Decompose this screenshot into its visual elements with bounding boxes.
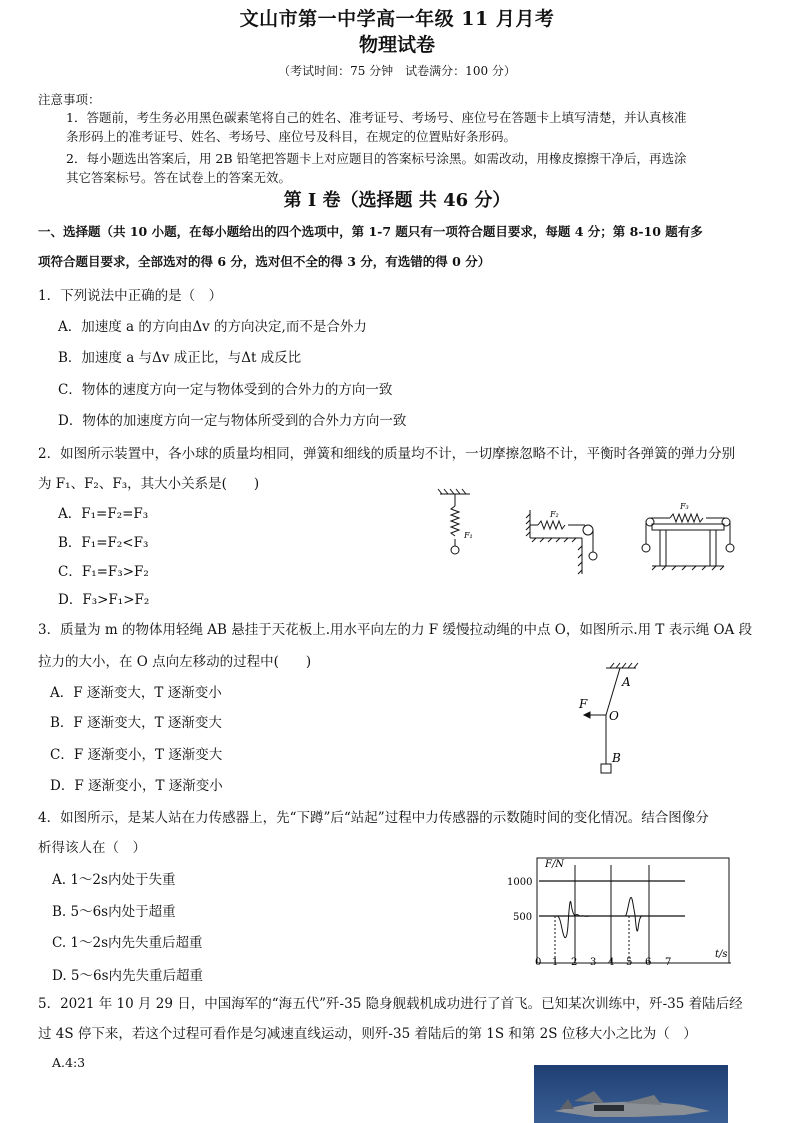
q4-graph-xtick: 6 bbox=[645, 957, 652, 968]
q4-graph-xtick: 1 bbox=[552, 957, 559, 968]
section-title: 第 I 卷（选择题 共 46 分） bbox=[283, 190, 511, 211]
q4-stem-line1: 4．如图所示，是某人站在力传感器上，先“下蹲”后“站起”过程中力传感器的示数随时间的变化情况。结合图像分 bbox=[38, 810, 709, 826]
q2-label-f2: F₂ bbox=[550, 510, 559, 519]
q4-graph-xtick: 0 bbox=[535, 957, 542, 968]
q2-label-f1: F₁ bbox=[464, 531, 473, 540]
q4-graph-xtick: 3 bbox=[590, 957, 597, 968]
q4-graph-xlabel: t/s bbox=[715, 949, 728, 960]
exam-info: （考试时间：75 分钟 试卷满分：100 分） bbox=[278, 64, 516, 78]
q2-option-a: A．F₁=F₂=F₃ bbox=[58, 506, 149, 522]
q3-label-a: A bbox=[622, 675, 631, 689]
q2-device-2 bbox=[526, 510, 597, 574]
q3-stem-line2: 拉力的大小，在 O 点向左移动的过程中( ) bbox=[38, 654, 312, 670]
q3-option-b: B．F 逐渐变大，T 逐渐变大 bbox=[50, 715, 222, 731]
q2-device-1 bbox=[438, 489, 470, 554]
section-instructions-line1: 一、选择题（共 10 小题，在每小题给出的四个选项中，第 1-7 题只有一项符合题目要求，每题 4 分；第 8-10 题有多 bbox=[38, 224, 703, 239]
notice-item1-line1: 1．答题前，考生务必用黑色碳素笔将自己的姓名、准考证号、考场号、座位号在答题卡上填写清楚，并认真核准 bbox=[66, 110, 687, 125]
q4-graph-xtick: 5 bbox=[626, 957, 633, 968]
q4-option-c: C. 1～2s内先失重后超重 bbox=[52, 935, 203, 951]
q4-stem-line2: 析得该人在（ ） bbox=[38, 840, 146, 856]
q4-option-d: D. 5～6s内先失重后超重 bbox=[52, 968, 204, 984]
q4-graph-y500: 500 bbox=[513, 912, 533, 923]
notice-label: 注意事项： bbox=[38, 92, 101, 107]
q4-graph-ylabel: F/N bbox=[545, 859, 565, 870]
notice-item2-line1: 2．每小题选出答案后，用 2B 铅笔把答题卡上对应题目的答案标号涂黑。如需改动，用橡皮擦擦干净后，再选涂 bbox=[66, 151, 687, 166]
q4-force-time-graph bbox=[505, 855, 735, 970]
q3-option-d: D．F 逐渐变小，T 逐渐变小 bbox=[50, 778, 223, 794]
q4-graph-y1000: 1000 bbox=[507, 877, 533, 888]
q2-option-c: C．F₁=F₃>F₂ bbox=[58, 564, 149, 580]
q2-stem-line1: 2．如图所示装置中，各小球的质量均相同，弹簧和细线的质量均不计，一切摩擦忽略不计，平衡时各弹簧的弹力分别 bbox=[38, 446, 736, 462]
q1-option-b: B．加速度 a 与Δv 成正比，与Δt 成反比 bbox=[58, 350, 302, 366]
q4-option-a: A. 1～2s内处于失重 bbox=[52, 872, 176, 888]
q2-option-d: D．F₃>F₁>F₂ bbox=[58, 592, 150, 608]
notice-item2-line2: 其它答案标号。答在试卷上的答案无效。 bbox=[66, 170, 292, 185]
q2-device-3 bbox=[642, 514, 734, 570]
q3-label-b: B bbox=[612, 751, 621, 765]
q2-stem-line2: 为 F₁、F₂、F₃，其大小关系是( ) bbox=[38, 476, 260, 492]
q3-label-o: O bbox=[609, 709, 619, 723]
exam-subject: 物理试卷 bbox=[358, 34, 435, 56]
q4-graph-xtick: 4 bbox=[608, 957, 615, 968]
q3-rope-figure bbox=[570, 660, 650, 780]
q3-option-a: A．F 逐渐变大，T 逐渐变小 bbox=[50, 685, 222, 701]
q1-option-d: D．物体的加速度方向一定与物体所受到的合外力方向一致 bbox=[58, 413, 407, 429]
q2-spring-figure bbox=[430, 488, 740, 578]
q5-stem-line2: 过 4S 停下来，若这个过程可看作是匀减速直线运动，则歼-35 着陆后的第 1S 和第 2S 位移大小之比为（ ） bbox=[38, 1026, 697, 1042]
q5-option-a: A.4:3 bbox=[52, 1055, 86, 1070]
exam-title: 文山市第一中学高一年级 11 月月考 bbox=[239, 8, 555, 30]
q5-stem-line1: 5．2021 年 10 月 29 日，中国海军的“海五代”歼-35 隐身舰载机成功进行了首飞。已知某次训练中，歼-35 着陆后经 bbox=[38, 996, 743, 1012]
q2-option-b: B．F₁=F₂<F₃ bbox=[58, 535, 149, 551]
q3-stem-line1: 3．质量为 m 的物体用轻绳 AB 悬挂于天花板上.用水平向左的力 F 缓慢拉动绳的中点 O，如图所示.用 T 表示绳 OA 段 bbox=[38, 622, 753, 638]
section-instructions-line2: 项符合题目要求，全部选对的得 6 分，选对但不全的得 3 分，有选错的得 0 分） bbox=[38, 254, 491, 269]
q1-option-c: C．物体的速度方向一定与物体受到的合外力的方向一致 bbox=[58, 382, 393, 398]
q4-option-b: B. 5～6s内处于超重 bbox=[52, 904, 176, 920]
q1-stem: 1．下列说法中正确的是（ ） bbox=[38, 288, 223, 304]
q1-option-a: A．加速度 a 的方向由Δv 的方向决定,而不是合外力 bbox=[58, 319, 367, 335]
q3-label-f: F bbox=[579, 697, 588, 711]
notice-item1-line2: 条形码上的准考证号、姓名、考场号、座位号及科目，在规定的位置贴好条形码。 bbox=[66, 129, 517, 144]
q4-graph-xtick: 2 bbox=[571, 957, 578, 968]
q2-label-f3: F₃ bbox=[680, 502, 689, 511]
q5-jet-photo bbox=[534, 1065, 728, 1123]
q3-option-c: C．F 逐渐变小，T 逐渐变大 bbox=[50, 747, 223, 763]
q4-graph-xtick: 7 bbox=[665, 957, 672, 968]
